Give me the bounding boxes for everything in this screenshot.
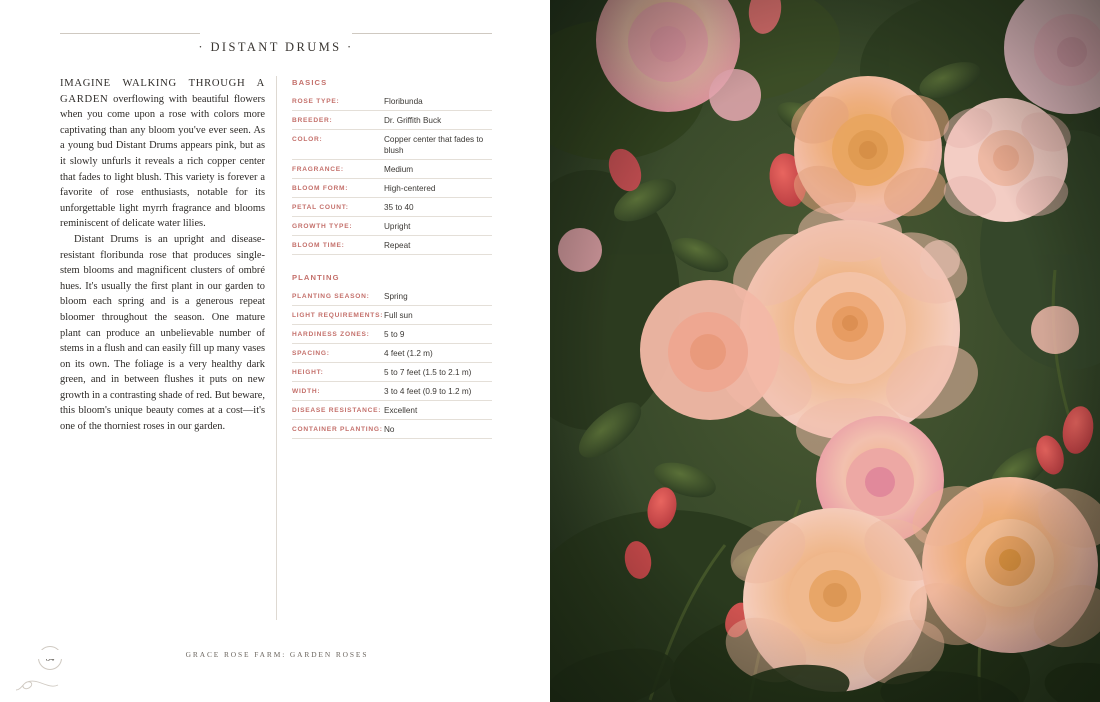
paragraph-1-rest: overflowing with beautiful flowers when you come upon a rose with colors more captivating than any bloom you've ever seen. As a young bud Distant Drums appears pink, but as it slowly unfurls it reveals a rich copper center that fades to light blush. This variety is forever a favorite of rose enthusiasts, notable for its unforgettable light myrrh fragrance and blooms reminiscent of delicate water lilies. (60, 93, 265, 230)
spec-value: 3 to 4 feet (0.9 to 1.2 m) (384, 386, 472, 396)
spec-label: ROSE TYPE: (292, 97, 340, 105)
rose-photograph-image (550, 0, 1100, 702)
table-row (292, 217, 492, 236)
spec-value: Dr. Griffith Buck (384, 115, 442, 125)
paragraph-1 (60, 76, 265, 232)
table-row (292, 344, 492, 363)
table-row (292, 130, 492, 160)
table-row (292, 179, 492, 198)
table-row (292, 287, 492, 306)
spec-label: COLOR: (292, 135, 323, 143)
table-row (292, 111, 492, 130)
table-row (292, 363, 492, 382)
spec-value: 5 to 9 (384, 329, 405, 339)
column-divider (276, 76, 277, 620)
spec-value: Upright (384, 221, 411, 231)
spec-value: Spring (384, 291, 408, 301)
spec-value: Floribunda (384, 96, 423, 106)
footer-book-title (28, 650, 526, 659)
spec-value: No (384, 424, 395, 434)
lead-in-text: IMAGINE WALKING THROUGH A GARDEN (60, 78, 265, 105)
spec-label: PETAL COUNT: (292, 203, 349, 211)
paragraph-2: Distant Drums is an upright and disease-resistant floribunda rose that produces single-stem blooms and magnificent clusters of ombré hues. It's usually the first plant in our garden to bloom each spring and is a generous repeat bloomer throughout the season. One mature plant can produce an unbelievable number of stems in a flush and can easily fill up many vases on its own. The foliage is a very healthy dark green, and in between flushes it puts on new growth in a contrasting shade of red. But beware, this bloom's unique beauty comes at a cost—it's one of the thorniest roses in our garden. (60, 233, 265, 433)
table-row (292, 306, 492, 325)
page-title: · DISTANT DRUMS · (198, 40, 354, 54)
table-row (292, 92, 492, 111)
flourish-ornament-icon (14, 676, 60, 694)
spec-label: BLOOM TIME: (292, 241, 345, 249)
body-text (60, 76, 265, 435)
spec-value: 35 to 40 (384, 202, 414, 212)
title-rule-right (352, 33, 492, 34)
spec-label: LIGHT REQUIREMENTS: (292, 311, 384, 319)
spec-label: GROWTH TYPE: (292, 222, 353, 230)
title-rule-left (60, 33, 200, 34)
spec-label: BREEDER: (292, 116, 333, 124)
footer-book-title-text: GRACE ROSE FARM: GARDEN ROSES (178, 650, 377, 659)
spec-value: Excellent (384, 405, 418, 415)
spec-label: FRAGRANCE: (292, 165, 344, 173)
spec-value: Full sun (384, 310, 413, 320)
spec-label: WIDTH: (292, 387, 321, 395)
spec-label: HARDINESS ZONES: (292, 330, 370, 338)
table-row (292, 236, 492, 255)
spec-label: SPACING: (292, 349, 330, 357)
rose-photograph (550, 0, 1100, 702)
spec-table (292, 78, 492, 439)
spec-value: Repeat (384, 240, 411, 250)
spec-group-basics (292, 78, 492, 255)
table-row (292, 382, 492, 401)
spec-label: CONTAINER PLANTING: (292, 425, 383, 433)
spec-value: 5 to 7 feet (1.5 to 2.1 m) (384, 367, 472, 377)
spec-group-title: PLANTING (292, 273, 340, 282)
table-row (292, 198, 492, 217)
spec-label: HEIGHT: (292, 368, 324, 376)
table-row (292, 325, 492, 344)
spec-label: BLOOM FORM: (292, 184, 349, 192)
table-row (292, 401, 492, 420)
spec-group-planting (292, 273, 492, 439)
spec-value: High-centered (384, 183, 436, 193)
spec-label: DISEASE RESISTANCE: (292, 406, 382, 414)
page-footer (28, 646, 498, 668)
spec-value: Copper center that fades to blush (384, 134, 484, 155)
spec-value: Medium (384, 164, 414, 174)
spec-group-title: BASICS (292, 78, 328, 87)
spec-label: PLANTING SEASON: (292, 292, 370, 300)
table-row (292, 160, 492, 179)
spec-value: 4 feet (1.2 m) (384, 348, 433, 358)
table-row (292, 420, 492, 439)
